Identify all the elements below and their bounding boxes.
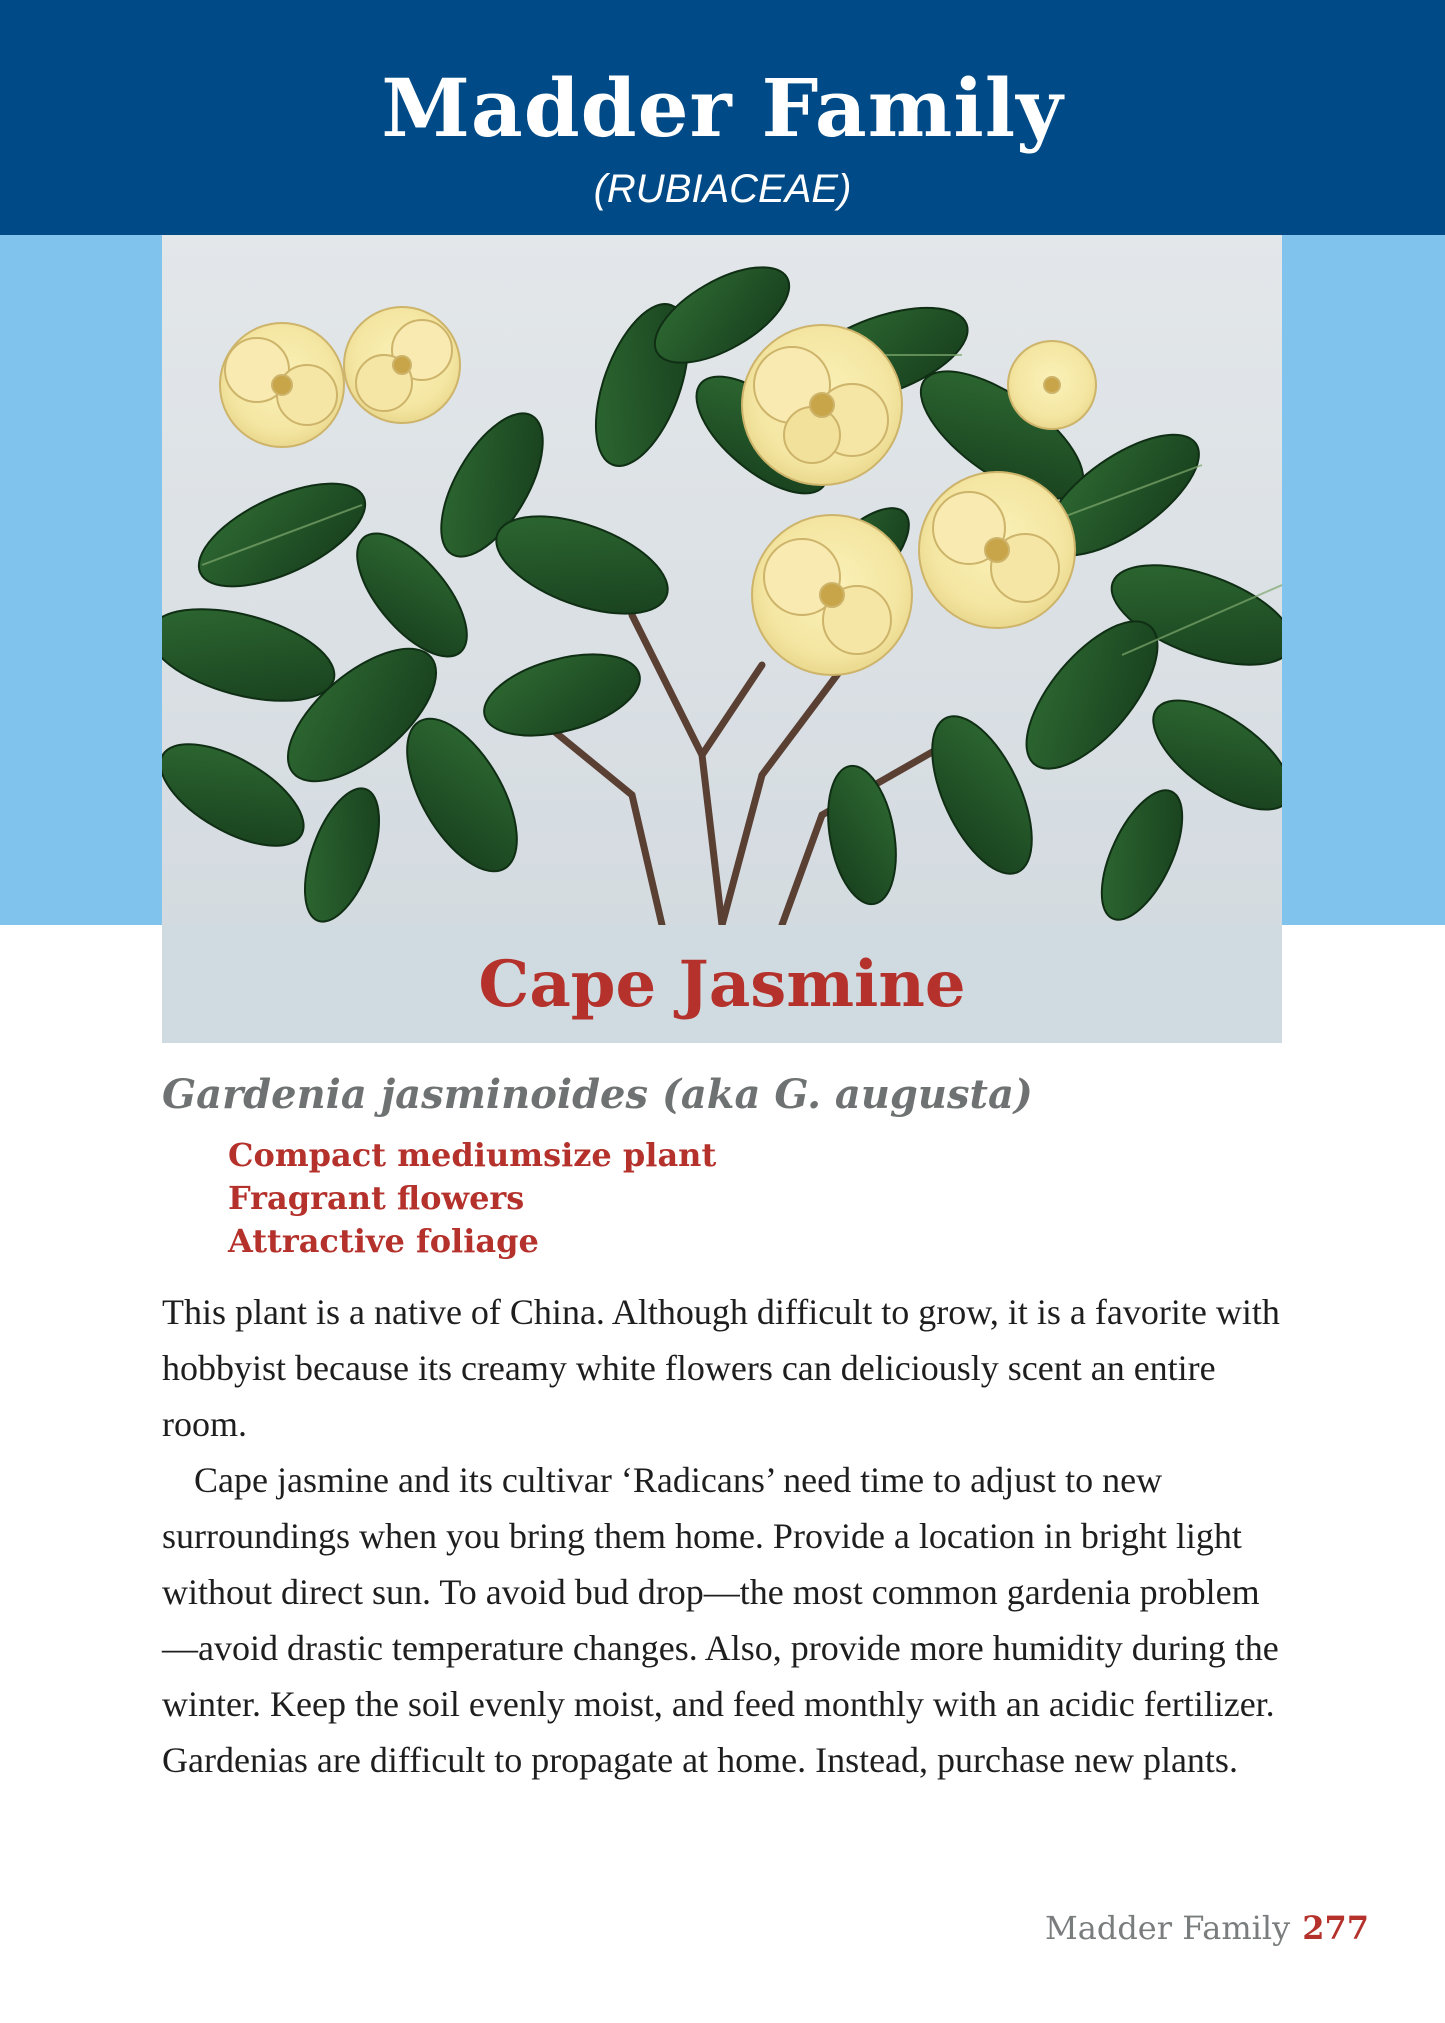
family-latin-subtitle: (RUBIACEAE): [593, 167, 852, 211]
family-title: Madder Family: [381, 61, 1064, 155]
page-footer: [1045, 1906, 1369, 1950]
feature-list: [228, 1134, 716, 1263]
plant-photo: [162, 235, 1282, 925]
page-number: 277: [1302, 1909, 1369, 1947]
description-text: [162, 1284, 1292, 1788]
description-paragraph: Cape jasmine and its cultivar ‘Radicans’ need time to adjust to new surroundings when you bring them home. Provide a location in bright light without direct sun. To avoid bud drop—the most common gardenia problem—avoid drastic temperature changes. Also, provide more humidity during the winter. Keep the soil evenly moist, and feed monthly with an acidic fertilizer. Gardenias are difficult to propagate at home. Instead, purchase new plants.: [162, 1460, 1279, 1780]
feature-item: Compact mediumsize plant: [228, 1136, 717, 1174]
running-head: Madder Family: [1044, 1909, 1291, 1947]
plant-name-bar: [162, 925, 1282, 1043]
plant-common-name: Cape Jasmine: [478, 947, 966, 1022]
feature-item: Fragrant flowers: [228, 1179, 525, 1217]
plant-latin-name: Gardenia jasminoides (aka G. augusta): [162, 1071, 1033, 1118]
description-paragraph: This plant is a native of China. Although difficult to grow, it is a favorite with hobbyist because its creamy white flowers can deliciously scent an entire room.: [162, 1292, 1280, 1444]
feature-item: Attractive foliage: [228, 1222, 539, 1260]
page-header: [0, 0, 1445, 235]
gardenia-illustration: [162, 235, 1282, 925]
